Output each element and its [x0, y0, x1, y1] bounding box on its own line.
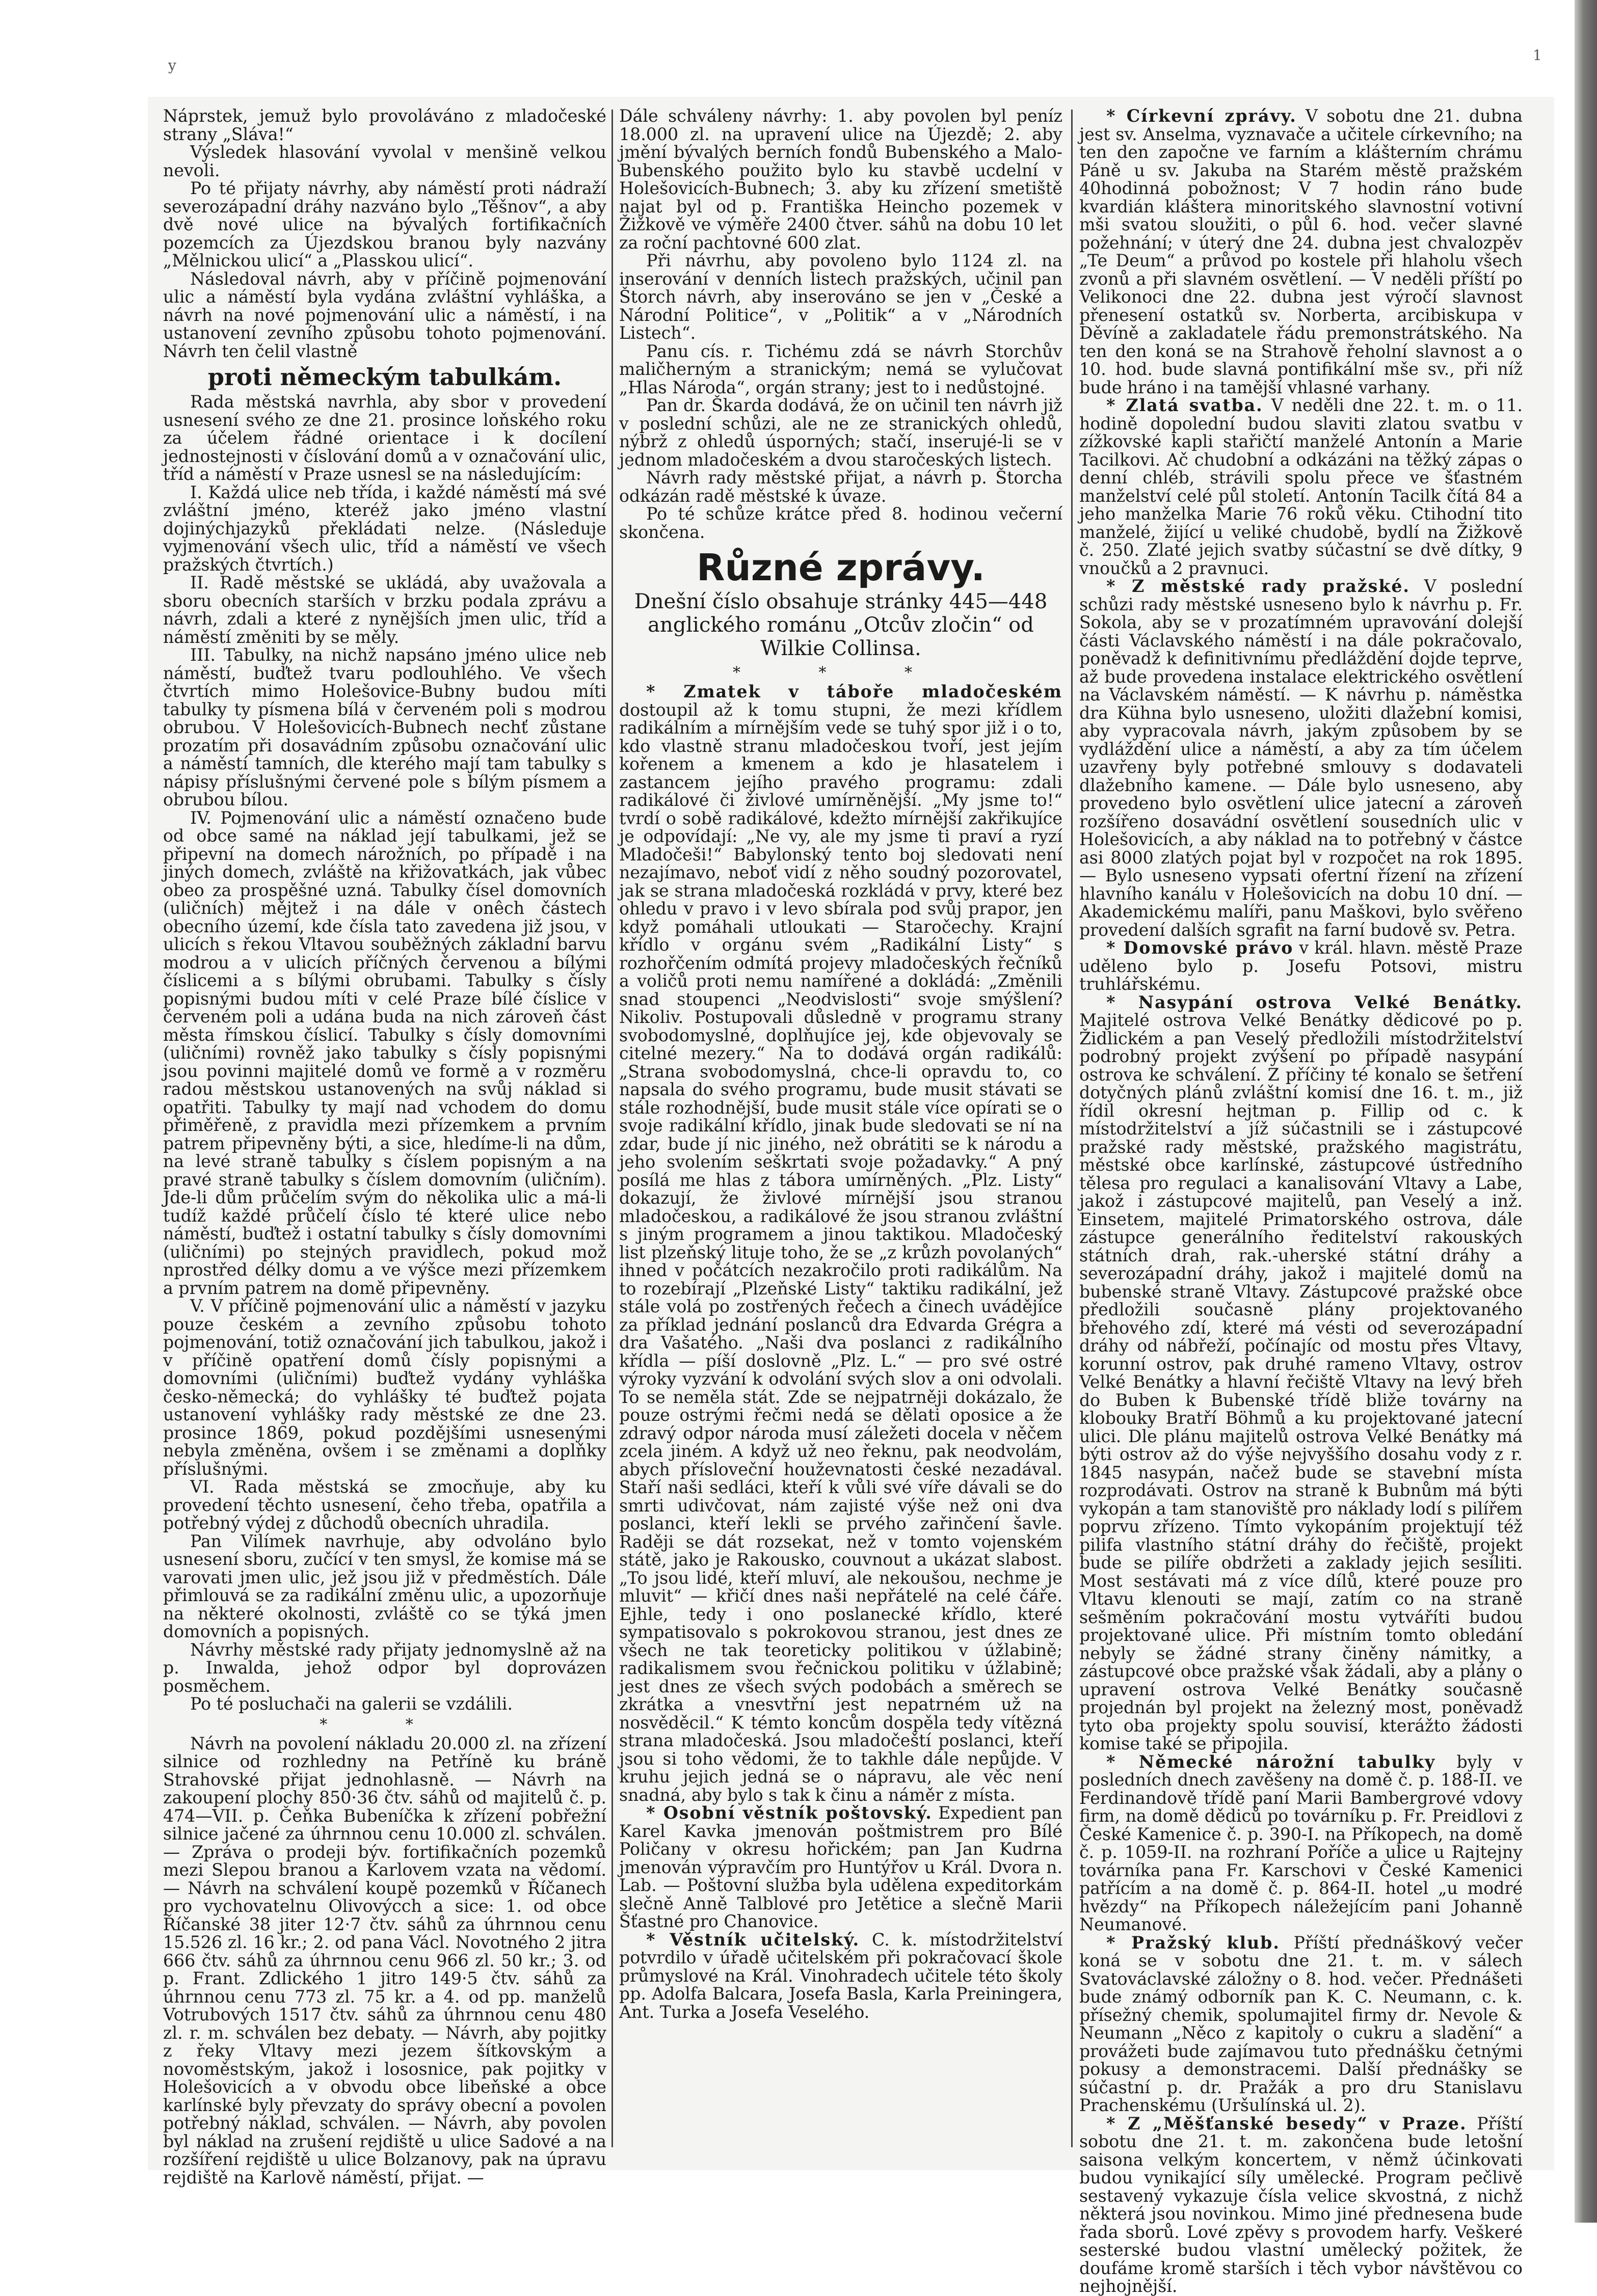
news-item-heading: * Zlatá svatba.: [1106, 395, 1263, 415]
news-item-heading: * Zmatek v táboře mladočeském: [646, 682, 1062, 701]
news-item-heading: * Z městské rady pražské.: [1106, 576, 1410, 596]
column-3: [1079, 107, 1523, 2150]
section-intro: Dnešní číslo obsahuje stránky 445—448 anglického románu „Otcův zločin“ od Wilkie Collinsa.: [619, 590, 1062, 660]
corner-mark-right: 1: [1533, 47, 1542, 64]
paragraph: VI. Rada městská se zmocňuje, aby ku provedení těchto usnesení, čeho třeba, opatřila a potřebný výdej z důchodů obecních uhradila.: [163, 1478, 606, 1532]
paragraph: Rada městská navrhla, aby sbor v provedení usnesení svého ze dne 21. prosince loňského roku za účelem řádné orientace i k docílení jednostejnosti v číslování domů a v označování ulic, tříd a náměstí v Praze usnesl se na následujícím:: [163, 393, 606, 483]
news-item-text: C. k. místodržitelství potvrdilo v úřadě učitelském při pokračovací škole průmyslové na Král. Vinohradech učitele této školy pp. Adolfa Balcara, Josefa Basla, Karla Preiningera, Ant. Turka a Josefa Veselého.: [619, 1930, 1062, 2022]
section-heading: Různé zprávy.: [619, 545, 1062, 590]
news-item-heading: * Věstník učitelský.: [646, 1930, 860, 1950]
news-item-text: v král. hlavn. městě Praze uděleno bylo p. Josefu Potsovi, mistru truhlářskému.: [1079, 938, 1523, 994]
news-item-text: V neděli dne 22. t. m. o 11. hodině dopolední budou slaviti zlatou svatbu v zížkovské kapli stařičtí manželé Antonín a Marie Tacilkovi. Ač chudobní a odkázáni na těžký zápas o denní chléb, strávili spolu přece ve šťastném manželství celé půl století. Antonín Tacilk čítá 84 a jeho manželka Marie 76 roků věku. Ctihodní tito manželé, žijící u veliké chudobě, bydlí na Žižkově č. 250. Zlaté jejich svatby súčastní se dvě dítky, 9 vnoučků a 2 pravnuci.: [1079, 395, 1523, 578]
paragraph: Návrh na povolení nákladu 20.000 zl. na zřízení silnice od rozhledny na Petříně ku bráně Strahovské přijat jednohlasně. — Návrh na zakoupení plochy 850·36 čtv. sáhů od majitelů č. p. 474—VII. p. Čeňka Bubeníčka k zřízení pobřežní silnice jačené za úhrnnou cenu 10.000 zl. schválen. — Zpráva o prodeji býv. fortifikačních pozemků mezi Slepou branou a Karlovem vzata na vědomí. — Návrh na schválení koupě pozemků v Říčanech pro vychovatelnu Olivovýcch a sice: 1. od obce Říčanské 38 jiter 12·7 čtv. sáhů za úhrnnou cenu 15.526 zl. 16 kr.; 2. od pana Václ. Novotného 2 jitra 666 čtv. sáhů za úhrnnou cenu 966 zl. 50 kr.; 3. od p. Frant. Zdlického 1 jitro 149·5 čtv. sáhů za úhrnnou cenu 773 zl. 75 kr. a 4. od pp. manželů Votrubových 1517 čtv. sáhů za úhrnnou cenu 480 zl. r. m. schválen bez debaty. — Návrh, aby pojitky z řeky Vltavy mezi jezem šítkovským a novoměstským, jakož i lososnice, pak pojitky v Holešovicích a v obvodu obce libeňské a obce karlínské byly převzaty do správy obecní a povolen potřebný náklad, schválen. — Návrh, aby povolen byl náklad na zrušení rejdiště u ulice Sadové a na rozšíření rejdiště u ulice Bolzanovy, pak na úpravu rejdiště na Karlově náměstí, přijat. —: [163, 1735, 606, 2187]
news-item-text: V poslední schůzi rady městské usneseno bylo k návrhu p. Fr. Sokola, aby se v prozatímném upravování dolejší části Václavského náměstí i na dále pokračovalo, poněvadž k definitivnímu předláždění dojde teprve, až bude provedena instalace elektrického osvětlení na Václavském náměstí. — K návrhu p. náměstka dra Kühna bylo usneseno, uložiti dlažební komisi, aby vypracovala návrh, jakým způsobem by se vydláždění ulice a náměstí, a aby za tím účelem uzavřeny byly potřebné smlouvy s dodavateli dlažebního kamene. — Dále bylo usneseno, aby provedeno bylo osvětlení ulice jatecní a zároveň rozšířeno dosavádní osvětlení sousedních ulic v Holešovicích, a aby náklad na to potřebný v částce asi 8000 zlatých pojat byl v rozpočet na rok 1895. — Bylo usneseno vypsati ofertní řízení na zřízení hlavního kanálu v Holešovicích na dobu 10 dní. — Akademickému malíři, panu Maškovi, bylo svěřeno provedení dalších sgrafit na farní budově sv. Petra.: [1079, 576, 1523, 940]
paragraph: Návrhy městské rady přijaty jednomyslně až na p. Inwalda, jehož odpor byl doprovázen posměchem.: [163, 1641, 606, 1695]
page-edge-shadow: [1575, 0, 1597, 2223]
section-divider-stars: * * *: [619, 665, 1062, 681]
paragraph: V. V příčině pojmenování ulic a náměstí v jazyku pouze českém a zevního způsobu tohoto pojmenování, totiž označování jich tabulkou, jakož i v příčině opatření domů čísly popisnými a domovními (uličními) buďtež vydány vyhláška česko-německá; do vyhlášky té buďtež pojata ustanovení vyhlášky rady městské ze dne 23. prosince 1869, pokud pozdějšími usnesenými nebyla změněna, ovšem i se změnami a doplňky příslušnými.: [163, 1297, 606, 1478]
corner-mark-left: y: [168, 57, 176, 74]
paragraph: IV. Pojmenování ulic a náměstí označeno bude od obce samé na náklad její tabulkami, jež se připevní na domech nárožních, po případě i na jiných domech, zvláště na křižovatkách, jak vůbec obeo za prospěšné uzná. Tabulky čísel domovních (uličních) mějtež i na dále v onêch částech obecního území, kde čísla tato zavedena již jsou, v ulicích s řekou Vltavou souběžných základní barvu modrou a v ulicích příčných červenou a bílými číslicemi a s bílými obrubami. Tabulky s čísly popisnými budou míti v celé Praze bílé číslice v červeném poli a udána buda na nich zároveň část města římskou číslicí. Tabulky s čísly domovními (uličními) rovněž jako tabulky s čísly popisnými jsou povinni majitelé domů ve formě a v rozměru radou městskou ustanovených na svůj náklad si opatřiti. Tabulky ty mají nad vchodem do domu přiměřeně, z pravidla mezi přízemkem a prvním patrem připevněny býti, a sice, hledíme-li na dům, na levé straně tabulky s číslem popisným a na pravé straně tabulky s číslem domovním (uličním). Jde-li dům průčelím svým do několika ulic a má-li tudíž každé průčelí číslo té které ulice nebo náměstí, buďtež i ostatní tabulky s čísly domovními (uličními) po stejných pravidlech, pokud mož nprostřed délky domu a ve výšce mezi přízemkem a prvním patrem na domě připevněny.: [163, 809, 606, 1298]
paragraph: Pan dr. Škarda dodává, že on učinil ten návrh již v poslední schůzi, ale ne ze stranických ohledů, nýbrž z ohledů úsporných; stačí, inserujé-li se v jednom mladočeském a dvou staročeských listech.: [619, 396, 1062, 469]
column-rule: [611, 110, 613, 2147]
news-item-text: Příští sobotu dne 21. t. m. zakončena bude letošní saisona velkým koncertem, v němž účinkovati budou vynikající síly umělecké. Program pečlivě sestavený vykazuje čísla velice skvostná, z nichž některá jsou novinkou. Mimo jiné přednesena bude řada sborů. Lové zpěvy s provodem harfy. Veškeré sesterské budou vlastní umělecký požitek, že doufáme kromě starších i těch vybor návštěvou co nejhojnější.: [1079, 2114, 1523, 2296]
paragraph: Po té schůze krátce před 8. hodinou večerní skončena.: [619, 505, 1062, 541]
news-item-heading: * Osobní věstník poštovský.: [646, 1803, 933, 1823]
news-item-heading: * Církevní zprávy.: [1106, 106, 1297, 126]
subheading: proti německým tabulkám.: [163, 362, 606, 392]
section-divider-stars: * *: [163, 1717, 606, 1733]
paragraph: Dále schváleny návrhy: 1. aby povolen byl peníz 18.000 zl. na upravení ulice na Újezdě; 2. aby jmění bývalých berních fondů Bubenského a Malo-Bubenského použito bylo ku stavbě ucdelní v Holešovicích-Bubnech; 3. aby ku zřízení smetiště najat byl od p. Františka Heincho pozemek v Žižkově ve výměře 2400 čtver. sáhů na dobu 10 let za roční pachtovné 600 zlat.: [619, 107, 1062, 252]
paragraph: III. Tabulky, na nichž napsáno jméno ulice neb náměstí, buďtež tvaru podlouhlého. Ve všech čtvrtích mimo Holešovice-Bubny budou míti tabulky ty písmena bílá v červeném poli s modrou obrubou. V Holešovicích-Bubnech nechť zůstane prozatím při dosavádním způsobu označování ulic a náměstí tamních, dle kterého mají tam tabulky s nápisy příslušnými červené pole s bílým písmem a obrubou bílou.: [163, 646, 606, 809]
column-rule: [1071, 110, 1073, 2147]
news-item-heading: * Z „Měšťanské besedy“ v Praze.: [1106, 2114, 1467, 2133]
news-item-text: Majitelé ostrova Velké Benátky dědicové po p. Židlickém a pan Veselý předložili místodržitelství podrobný projekt zvýšení po případě nasypání ostrova ke schválení. Z příčiny té konalo se šetření dotyčných plánů zvláštní komisí dne 16. t. m., již řídil okresní hejtman p. Fillip od c. k místodržitelství a jíž súčastnili se i zástupcové pražské rady městské, pražského magistrátu, městské obce karlínské, zástupcové ústředního tělesa pro regulaci a kanalisování Vltavy a Labe, jakož i zástupcové majitelů, pan Veselý a inž. Einsetem, majitelé Primatorského ostrova, dále zástupce generálního ředitelství rakouských státních drah, rak.-uherské státní dráhy a severozápadní dráhy, jakož i majitelé domů na bubenské straně Vltavy. Zástupcové pražské obce předložili současně plány projektovaného břehového zdí, které má vésti od severozápadní dráhy od nábřeží, počínajíc od mostu přes Vltavy, korunní ostrov, pak druhé rameno Vltavy, ostrov Velké Benátky a hlavní řečiště Vltavy na levý břeh do Buben k Bubenské třídě bliže továrny na klobouky Bratří Böhmů a ku projektované jatecní ulici. Dle plánu majitelů ostrova Velké Benátky má býti ostrov až do výše nejvyššího dosahu vody z r. 1845 nasypán, načež bude se stavební místa rozprodávati. Ostrov na straně k Bubnům má býti vykopán a tam stanoviště pro náklady lodí s pilířem poprvu zřízeno. Tímto vykopáním projektují též pilifa vlastního státní dráhy do řečiště, projekt bude se pilíře obdržeti a zaklady jejich sesíliti. Most sestávati má z více dílů, které pouze pro Vltavu klenouti se mají, zatím co na straně sešměním pokračování mostu vytváříti budou projektované ulice. Při místním tomto obledání nebyly se žádné strany činěny námitky, a zástupcové obce pražské však žádali, aby a plány o upravení ostrova Velké Benátky současně projednán byl projekt na železný most, poněvadž tyto oba projekty spolu souvisí, kterážto žádosti komise také se připojila.: [1079, 1010, 1523, 1753]
column-1: [163, 107, 606, 2150]
paragraph: Po té přijaty návrhy, aby náměstí proti nádraží severozápadní dráhy nazváno bylo „Těšnov“, a aby dvě nové ulice na bývalých fortifikačních pozemcích za Újezdskou branou byly nazvány „Mělnickou ulicí“ a „Plasskou ulicí“.: [163, 179, 606, 270]
column-2: [619, 107, 1062, 2150]
news-item-text: V sobotu dne 21. dubna jest sv. Anselma, vyznavače a učitele církevního; na ten den započne ve farním a klášterním chrámu Páně u sv. Jakuba na Starém městě pražském 40hodinná pobožnost; V 7 hodin ráno bude kvardián kláštera minoritského slavnostní votivní mši svatou sloužiti, o půl 6. hod. večer slavné požehnání; v úterý dne 24. dubna jest chvalozpěv „Te Deum“ a průvod po kostele při hlaholu všech zvonů a při slavném osvětlení. — V neděli příští po Velikonoci dne 22. dubna jest výročí slavnost přenesení ostatků sv. Norberta, arcibiskupa v Děvíně a zakladatele řádu premonstrátského. Na ten den koná se na Strahově řeholní slavnost a o 10. hod. bude slavná pontifikální mše sv., při níž bude hráno i na tamější vhlasné varhany.: [1079, 106, 1523, 397]
news-item-heading: * Německé nárožní tabulky: [1106, 1752, 1435, 1772]
paragraph: Při návrhu, aby povoleno bylo 1124 zl. na inserování v denních listech pražských, učinil pan Štorch návrh, aby inserováno se jen v „České a Národní Politice“, v „Politik“ a v „Národních Listech“.: [619, 252, 1062, 342]
paragraph: Pan Vilímek navrhuje, aby odvoláno bylo usnesení sboru, zučící v ten smysl, že komise má se varovati jmen ulic, jež jsou již v předměstích. Dále přimlouvá se za radikální změnu ulic, a upozorňuje na některé okolnosti, zvláště co se týká jmen domovních a popisných.: [163, 1532, 606, 1641]
news-item-text: Expedient pan Karel Kavka jmenován poštmistrem pro Bílé Poličany v okresu hořickém; pan Jan Kudrna jmenován výpravčím pro Huntýřov u Král. Dvora n. Lab. — Poštovní služba byla udělena expeditorkám slečně Anně Talblové pro Jetětice a slečně Marii Šťastné pro Chanovice.: [619, 1803, 1062, 1931]
paragraph: Výsledek hlasování vyvolal v menšině velkou nevoli.: [163, 143, 606, 179]
paragraph: Následoval návrh, aby v příčině pojmenování ulic a náměstí byla vydána zvláštní vyhláška, a návrh na nové pojmenování ulic a náměstí, i na ustanovení zevního způsobu tohoto pojmenování. Návrh ten čelil vlastně: [163, 270, 606, 361]
news-item-text: Příští přednáškový večer koná se v sobotu dne 21. t. m. v sálech Svatováclavské záložny o 8. hod. večer. Přednášeti bude známý odborník pan K. C. Neumann, c. k. přísežný chemik, spolumajitel firmy dr. Nevole & Neumann „Něco z kapitoly o cukru a sladění“ a provážeti bude zajímavou tuto přednášku četnými pokusy a demonstracemi. Další přednášky se súčastní p. dr. Pražák a pro dru Stanislavu Prachenskému (Uršulínská ul. 2).: [1079, 1933, 1523, 2116]
paragraph: II. Radě městské se ukládá, aby uvažovala a sboru obecních starších v brzku podala zprávu a návrh, zdali a které z nynějších jmen ulic, tříd a náměstí změniti by se měly.: [163, 574, 606, 646]
news-item-text: byly v posledních dnech zavěšeny na domě č. p. 188-II. ve Ferdinandově třídě paní Marii Bambergrové vdovy firm, na domě dědiců po továrníku p. Fr. Preidlovi z České Kamenice č. p. 390-I. na Příkopech, na domě č. p. 1059-II. na rozhraní Poříče a ulice u Rajtejny továrníka pana Fr. Karschovi v České Kamenici patřícím a na domě č. p. 864-II. hotel „u modré hvězdy“ na Příkopech náležejícím pani Johanně Neumanové.: [1079, 1752, 1523, 1935]
paragraph: Po té posluchači na galerii se vzdálili.: [163, 1695, 606, 1713]
paragraph: Náprstek, jemuž bylo provoláváno z mladočeské strany „Sláva!“: [163, 107, 606, 143]
paragraph: Návrh rady městské přijat, a návrh p. Štorcha odkázán radě městské k úvaze.: [619, 469, 1062, 505]
news-item-text: dostoupil až k tomu stupni, že mezi křídlem radikálním a mírnějším vede se tuhý spor již i o to, kdo vlastně stranu mladočeskou tvoří, jest jejím kořenem a kmenem a kdo je hlasatelem i zastancem jejího pravého programu: zdali radikálové či živlové umírněnější. „My jsme to!“ tvrdí o sobě radikálové, kdežto mírnější zakřikujíce je odpovídají: „Ne vy, ale my jsme ti praví a ryzí Mladočeši!“ Babylonský tento boj sledovati není nezajímavo, neboť vidí z něho soudný pozorovatel, jak se strana mladočeská rozkládá v prvy, které bez ohledu v pravo i v levo sbírala pod svůj prapor, jen když pomáhali utloukati — Staročechy. Krajní křídlo v orgánu svém „Radikální Listy“ s rozhořčením odmítá projevy mladočeských řečníků a voličů proti nemu namířené a dokládá: „Změnili snad stoupenci „Neodvislosti“ svoje smýšlení? Nikoliv. Postupovali důsledně v programu strany svobodomyslné, doplňujíce jej, kde objevovaly se citelné mezery.“ Na to dodává orgán radikálů: „Strana svobodomyslná, chce-li opravdu to, co napsala do svého programu, bude musit stávati se stále rozhodnější, bude musit stále více opírati se o svoje radikální křídlo, jinak bude sledovati se ní na zdar, bude jí nic jiného, než obrátiti se k národu a jeho svolením seškrtati svoje požadavky.“ A pný posílá me hlas z tábora umírněných. „Plz. Listy“ dokazují, že živlové mírnější jsou stranou mladočeskou, a radikálové že jsou stranou zvláštní s jiným programem a jinou taktikou. Mladočeský list plzeňský lituje toho, že se „z krůzh povolaných“ ihned v počátcích nezakročilo proti radikálům. Na to rozebírají „Plzeňské Listy“ taktiku radikální, jež stále volá po zostřených řečech a činech uvádějíce za příklad jednání poslanců dra Edvarda Grégra a dra Vašatého. „Naši dva poslanci z radikálního křídla — píší doslovně „Plz. L.“ — pro své ostré výroky vyzvání k odvolání svých slov a oni odvolali. To se neměla stát. Zde se nejpatrněji dokázalo, že pouze ostrými řečmi nedá se dělati oposice a že zdravý odpor národa musí záležeti docela v něčem zcela jiném. A když už neo řeknu, pak neodvolám, abych přísloveční houževnatosti české nezadával. Staří naši sedláci, kteří k vůli své víře dávali se do smrti udivčovat, nám zajisté výše než oni dva poslanci, kteří lekli se prvého zařinčení šavle. Raději se dát rozsekat, než v tomto vojenském státě, jako je Rakousko, couvnout a ukázat slabost. „To jsou lidé, kteří mluví, ale nekoušou, nechme je mluvit“ — křičí dnes naši nepřátelé na celé čáře. Ejhle, tedy i ono poslanecké křídlo, které sympatisovalo s pokrokovou stranou, jest dnes ze všech ne tak teoreticky politikou v úžlabině; radikalismem svou řečnickou politiku v úžlabině; jest dnes ze všech svých podobách a směrech se zkrátka a vnesvtřní jest nepatrném už na nosvěděcil.“ K témto koncům dospěla tedy vítězná strana mladočeská. Jsou mladočeští poslanci, kteří jsou si toho vědomi, že to takhle dále nepůjde. V kruhu jejich jedná se o nápravu, ale věc není snadná, aby bylo s tak k činu a náměr z místa.: [619, 700, 1062, 1805]
paragraph: Panu cís. r. Tichému zdá se návrh Storchův maličherným a stranickým; nemá se vylučovat „Hlas Národa“, orgán strany; jest to i nedůstojné.: [619, 342, 1062, 397]
news-item-heading: * Nasypání ostrova Velké Benátky.: [1106, 992, 1523, 1012]
paragraph: I. Každá ulice neb třída, i každé náměstí má své zvláštní jméno, kteréž jako jméno vlastní dojinýchjazyků překládati nelze. (Následuje vyjmenování všech ulic, tříd a náměstí ve všech pražských čtvrtích.): [163, 483, 606, 574]
news-item-heading: * Domovské právo: [1106, 938, 1293, 958]
news-item-heading: * Pražský klub.: [1106, 1933, 1280, 1953]
